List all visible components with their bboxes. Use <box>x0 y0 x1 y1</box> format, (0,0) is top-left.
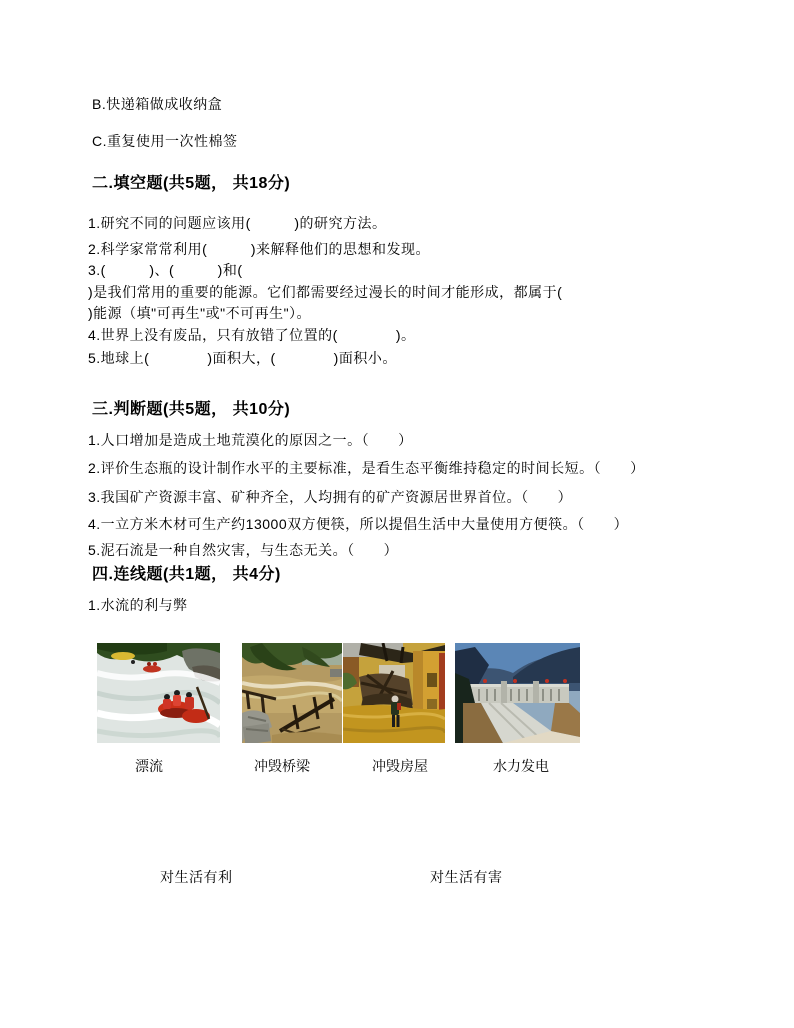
destroyed-bridge-image <box>242 643 342 743</box>
rafting-image <box>97 643 220 743</box>
option-c: C.重复使用一次性棉签 <box>92 133 238 149</box>
destroyed-house-image <box>343 643 445 743</box>
match-question-title: 1.水流的利与弊 <box>88 597 188 613</box>
fill-question-4: 4.世界上没有废品，只有放错了位置的( )。 <box>88 327 416 343</box>
judge-question-3: 3.我国矿产资源丰富、矿种齐全，人均拥有的矿产资源居世界首位。（ ） <box>88 489 573 505</box>
fill-question-3-line-2: )是我们常用的重要的能源。它们都需要经过漫长的时间才能形成，都属于( <box>88 284 563 300</box>
judge-section-heading: 三.判断题(共5题， 共10分) <box>92 401 291 418</box>
fill-question-5: 5.地球上( )面积大，( )面积小。 <box>88 350 397 366</box>
match-target-harmful: 对生活有害 <box>430 869 503 885</box>
match-target-beneficial: 对生活有利 <box>160 869 233 885</box>
fill-section-heading: 二.填空题(共5题， 共18分) <box>92 175 291 192</box>
judge-question-5: 5.泥石流是一种自然灾害，与生态无关。（ ） <box>88 542 399 558</box>
caption-rafting: 漂流 <box>135 758 163 774</box>
caption-destroyed-bridge: 冲毁桥梁 <box>254 758 310 774</box>
caption-destroyed-house: 冲毁房屋 <box>372 758 428 774</box>
judge-question-2: 2.评价生态瓶的设计制作水平的主要标准，是看生态平衡维持稳定的时间长短。（ ） <box>88 460 645 476</box>
hydropower-dam-image <box>455 643 580 743</box>
match-section-heading: 四.连线题(共1题， 共4分) <box>92 566 281 583</box>
judge-question-4: 4.一立方米木材可生产约13000双方便筷，所以提倡生活中大量使用方便筷。（ ） <box>88 516 629 532</box>
option-b: B.快递箱做成收纳盒 <box>92 96 223 112</box>
judge-question-1: 1.人口增加是造成土地荒漠化的原因之一。（ ） <box>88 432 413 448</box>
fill-question-3-line-1: 3.( )、( )和( <box>88 262 243 278</box>
fill-question-1: 1.研究不同的问题应该用( )的研究方法。 <box>88 215 387 231</box>
fill-question-2: 2.科学家常常利用( )来解释他们的思想和发现。 <box>88 241 430 257</box>
fill-question-3-line-3: )能源（填"可再生"或"不可再生"）。 <box>88 305 312 321</box>
caption-hydropower-dam: 水力发电 <box>493 758 549 774</box>
